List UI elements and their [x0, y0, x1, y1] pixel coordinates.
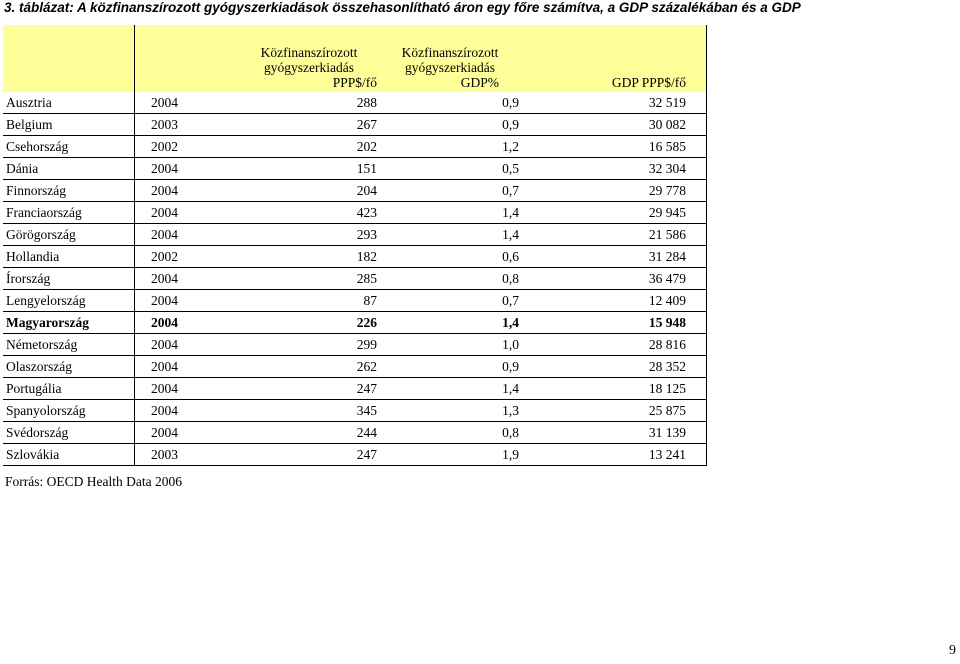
header-country: [3, 25, 135, 92]
cell-gdp: 1,3: [502, 403, 519, 418]
table-row: [3, 114, 707, 136]
cell-gdpppp: 28 816: [521, 334, 707, 356]
cell-gdpppp: 31 139: [521, 422, 707, 444]
cell-year: 2003: [135, 444, 220, 466]
cell-year: 2004: [135, 158, 220, 180]
cell-gdpppp: 12 409: [521, 290, 707, 312]
header-year: [135, 25, 220, 92]
table-row: [3, 268, 707, 290]
cell-gdpppp: 15 948: [521, 312, 707, 334]
cell-ppp: 182: [356, 249, 377, 264]
cell-gdp: 0,7: [502, 293, 519, 308]
cell-country: Olaszország: [6, 359, 72, 374]
cell-gdp: 1,4: [502, 205, 519, 220]
cell-country: Szlovákia: [6, 447, 60, 462]
cell-ppp: 247: [356, 381, 377, 396]
cell-country: Dánia: [6, 161, 39, 176]
table-row: [3, 224, 707, 246]
cell-ppp: 247: [356, 447, 377, 462]
cell-country: Franciaország: [6, 205, 82, 220]
cell-gdp: 0,8: [502, 425, 519, 440]
cell-country: Magyarország: [6, 315, 89, 330]
cell-ppp: 267: [356, 117, 377, 132]
cell-gdp: 0,6: [502, 249, 519, 264]
header-ppp-line2: gyógyszerkiadás: [264, 60, 354, 75]
cell-ppp: 423: [356, 205, 377, 220]
cell-ppp: 293: [356, 227, 377, 242]
table-header-row: [3, 25, 707, 92]
cell-year: 2004: [135, 180, 220, 202]
cell-country: Svédország: [6, 425, 69, 440]
data-table: [3, 25, 707, 466]
cell-year: 2004: [135, 334, 220, 356]
cell-gdp: 1,4: [502, 315, 519, 330]
header-gdp: [379, 25, 521, 92]
cell-gdpppp: 36 479: [521, 268, 707, 290]
header-gdpppp: [521, 25, 707, 92]
page-number: 9: [949, 643, 956, 658]
cell-year: 2004: [135, 202, 220, 224]
cell-year: 2003: [135, 114, 220, 136]
cell-country: Hollandia: [6, 249, 60, 264]
cell-gdpppp: 29 778: [521, 180, 707, 202]
cell-year: 2004: [135, 312, 220, 334]
cell-ppp: 226: [356, 315, 377, 330]
header-gdp-line1: Közfinanszírozott: [401, 45, 499, 60]
header-ppp-line1: Közfinanszírozott: [260, 45, 358, 60]
cell-gdpppp: 32 304: [521, 158, 707, 180]
cell-country: Finnország: [6, 183, 66, 198]
cell-gdpppp: 29 945: [521, 202, 707, 224]
table-row: [3, 444, 707, 466]
table-row: [3, 356, 707, 378]
cell-ppp: 151: [356, 161, 377, 176]
cell-year: 2004: [135, 400, 220, 422]
cell-ppp: 204: [356, 183, 377, 198]
table-row: [3, 246, 707, 268]
table-row: [3, 92, 707, 114]
cell-ppp: 345: [356, 403, 377, 418]
header-gdp-line2: gyógyszerkiadás: [405, 60, 495, 75]
cell-gdpppp: 28 352: [521, 356, 707, 378]
table-row: [3, 290, 707, 312]
cell-year: 2002: [135, 136, 220, 158]
source-note: Forrás: OECD Health Data 2006: [5, 474, 182, 489]
cell-country: Írország: [6, 271, 51, 286]
table-row: [3, 202, 707, 224]
cell-gdp: 0,9: [502, 359, 519, 374]
cell-country: Spanyolország: [6, 403, 86, 418]
cell-ppp: 244: [356, 425, 377, 440]
table-row: [3, 422, 707, 444]
cell-gdp: 0,5: [502, 161, 519, 176]
cell-gdp: 1,4: [502, 381, 519, 396]
cell-ppp: 87: [363, 293, 377, 308]
table-title: 3. táblázat: A közfinanszírozott gyógyszerkiadások összehasonlítható áron egy főre számítva, a GDP százalékában és a GDP: [4, 0, 801, 15]
cell-gdpppp: 32 519: [521, 92, 707, 114]
header-gdpppp-label: GDP PPP$/fő: [611, 75, 686, 90]
cell-country: Németország: [6, 337, 78, 352]
header-ppp: [219, 25, 379, 92]
cell-year: 2004: [135, 422, 220, 444]
cell-country: Ausztria: [6, 95, 52, 110]
cell-country: Lengyelország: [6, 293, 86, 308]
table-row: [3, 378, 707, 400]
cell-gdpppp: 25 875: [521, 400, 707, 422]
cell-country: Csehország: [6, 139, 69, 154]
table-row: [3, 400, 707, 422]
cell-year: 2004: [135, 224, 220, 246]
cell-gdp: 1,0: [502, 337, 519, 352]
cell-ppp: 285: [356, 271, 377, 286]
cell-country: Belgium: [6, 117, 53, 132]
cell-ppp: 299: [356, 337, 377, 352]
cell-ppp: 202: [356, 139, 377, 154]
cell-year: 2004: [135, 378, 220, 400]
table-row: [3, 180, 707, 202]
cell-gdp: 0,9: [502, 117, 519, 132]
cell-country: Portugália: [6, 381, 62, 396]
header-ppp-line3: PPP$/fő: [332, 75, 377, 90]
cell-gdpppp: 16 585: [521, 136, 707, 158]
cell-gdp: 1,9: [502, 447, 519, 462]
cell-year: 2004: [135, 356, 220, 378]
table-row: [3, 136, 707, 158]
cell-ppp: 262: [356, 359, 377, 374]
cell-gdp: 0,8: [502, 271, 519, 286]
table-body: [3, 92, 707, 466]
cell-country: Görögország: [6, 227, 76, 242]
cell-gdpppp: 31 284: [521, 246, 707, 268]
cell-gdp: 1,2: [502, 139, 519, 154]
cell-gdpppp: 18 125: [521, 378, 707, 400]
cell-gdp: 0,7: [502, 183, 519, 198]
cell-year: 2004: [135, 268, 220, 290]
cell-gdpppp: 21 586: [521, 224, 707, 246]
table-row: [3, 334, 707, 356]
cell-year: 2004: [135, 290, 220, 312]
cell-ppp: 288: [356, 95, 377, 110]
table-row: [3, 312, 707, 334]
cell-gdp: 0,9: [502, 95, 519, 110]
cell-gdp: 1,4: [502, 227, 519, 242]
table-row: [3, 158, 707, 180]
cell-gdpppp: 13 241: [521, 444, 707, 466]
header-gdp-line3: GDP%: [460, 75, 499, 90]
cell-gdpppp: 30 082: [521, 114, 707, 136]
cell-year: 2004: [135, 92, 220, 114]
cell-year: 2002: [135, 246, 220, 268]
